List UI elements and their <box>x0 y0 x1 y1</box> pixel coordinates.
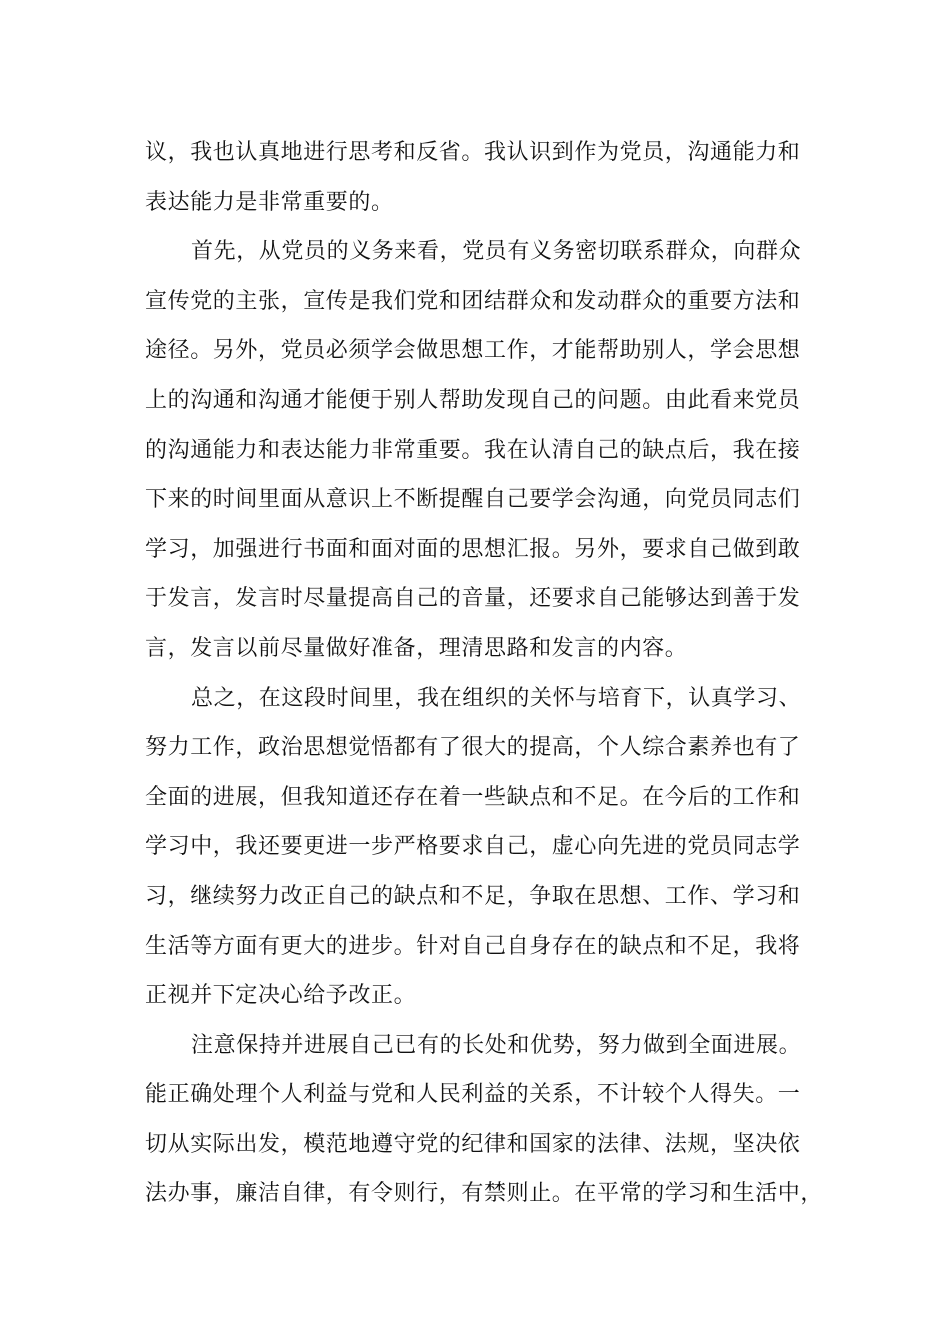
text-line: 学习，加强进行书面和面对面的思想汇报。另外，要求自己做到敢 <box>145 536 801 562</box>
text-line: 习，继续努力改正自己的缺点和不足，争取在思想、工作、学习和 <box>145 883 801 909</box>
paragraph-3 <box>145 674 815 1021</box>
text-line: 法办事，廉洁自律，有令则行，有禁则止。在平常的学习和生活中， <box>145 1181 824 1207</box>
text-line: 正视并下定决心给予改正。 <box>145 983 417 1009</box>
text-line: 下来的时间里面从意识上不断提醒自己要学会沟通，向党员同志们 <box>145 487 801 513</box>
text-line: 首先，从党员的义务来看，党员有义务密切联系群众，向群众 <box>191 239 802 265</box>
text-line: 切从实际出发，模范地遵守党的纪律和国家的法律、法规，坚决依 <box>145 1131 801 1157</box>
text-line: 表达能力是非常重要的。 <box>145 189 394 215</box>
text-line: 能正确处理个人利益与党和人民利益的关系，不计较个人得失。一 <box>145 1082 801 1108</box>
paragraph-1 <box>145 128 815 227</box>
text-line: 议，我也认真地进行思考和反省。我认识到作为党员，沟通能力和 <box>145 140 801 165</box>
text-line: 注意保持并进展自己已有的长处和优势，努力做到全面进展。 <box>191 1032 802 1058</box>
body-text <box>145 128 824 1219</box>
paragraph-4 <box>145 1021 824 1219</box>
text-line: 学习中，我还要更进一步严格要求自己，虚心向先进的党员同志学 <box>145 834 801 860</box>
text-line: 的沟通能力和表达能力非常重要。我在认清自己的缺点后，我在接 <box>145 437 801 463</box>
text-line: 上的沟通和沟通才能便于别人帮助发现自己的问题。由此看来党员 <box>145 387 801 413</box>
text-line: 途径。另外，党员必须学会做思想工作，才能帮助别人，学会思想 <box>145 338 801 364</box>
paragraph-2 <box>145 227 815 673</box>
text-line: 全面的进展，但我知道还存在着一些缺点和不足。在今后的工作和 <box>145 784 801 810</box>
text-line: 宣传党的主张，宣传是我们党和团结群众和发动群众的重要方法和 <box>145 288 801 314</box>
text-line: 总之，在这段时间里，我在组织的关怀与培育下，认真学习、 <box>191 685 802 711</box>
text-line: 言，发言以前尽量做好准备，理清思路和发言的内容。 <box>145 635 688 661</box>
text-line: 生活等方面有更大的进步。针对自己自身存在的缺点和不足，我将 <box>145 933 801 959</box>
text-line: 努力工作，政治思想觉悟都有了很大的提高，个人综合素养也有了 <box>145 735 801 761</box>
text-line: 于发言，发言时尽量提高自己的音量，还要求自己能够达到善于发 <box>145 586 801 612</box>
